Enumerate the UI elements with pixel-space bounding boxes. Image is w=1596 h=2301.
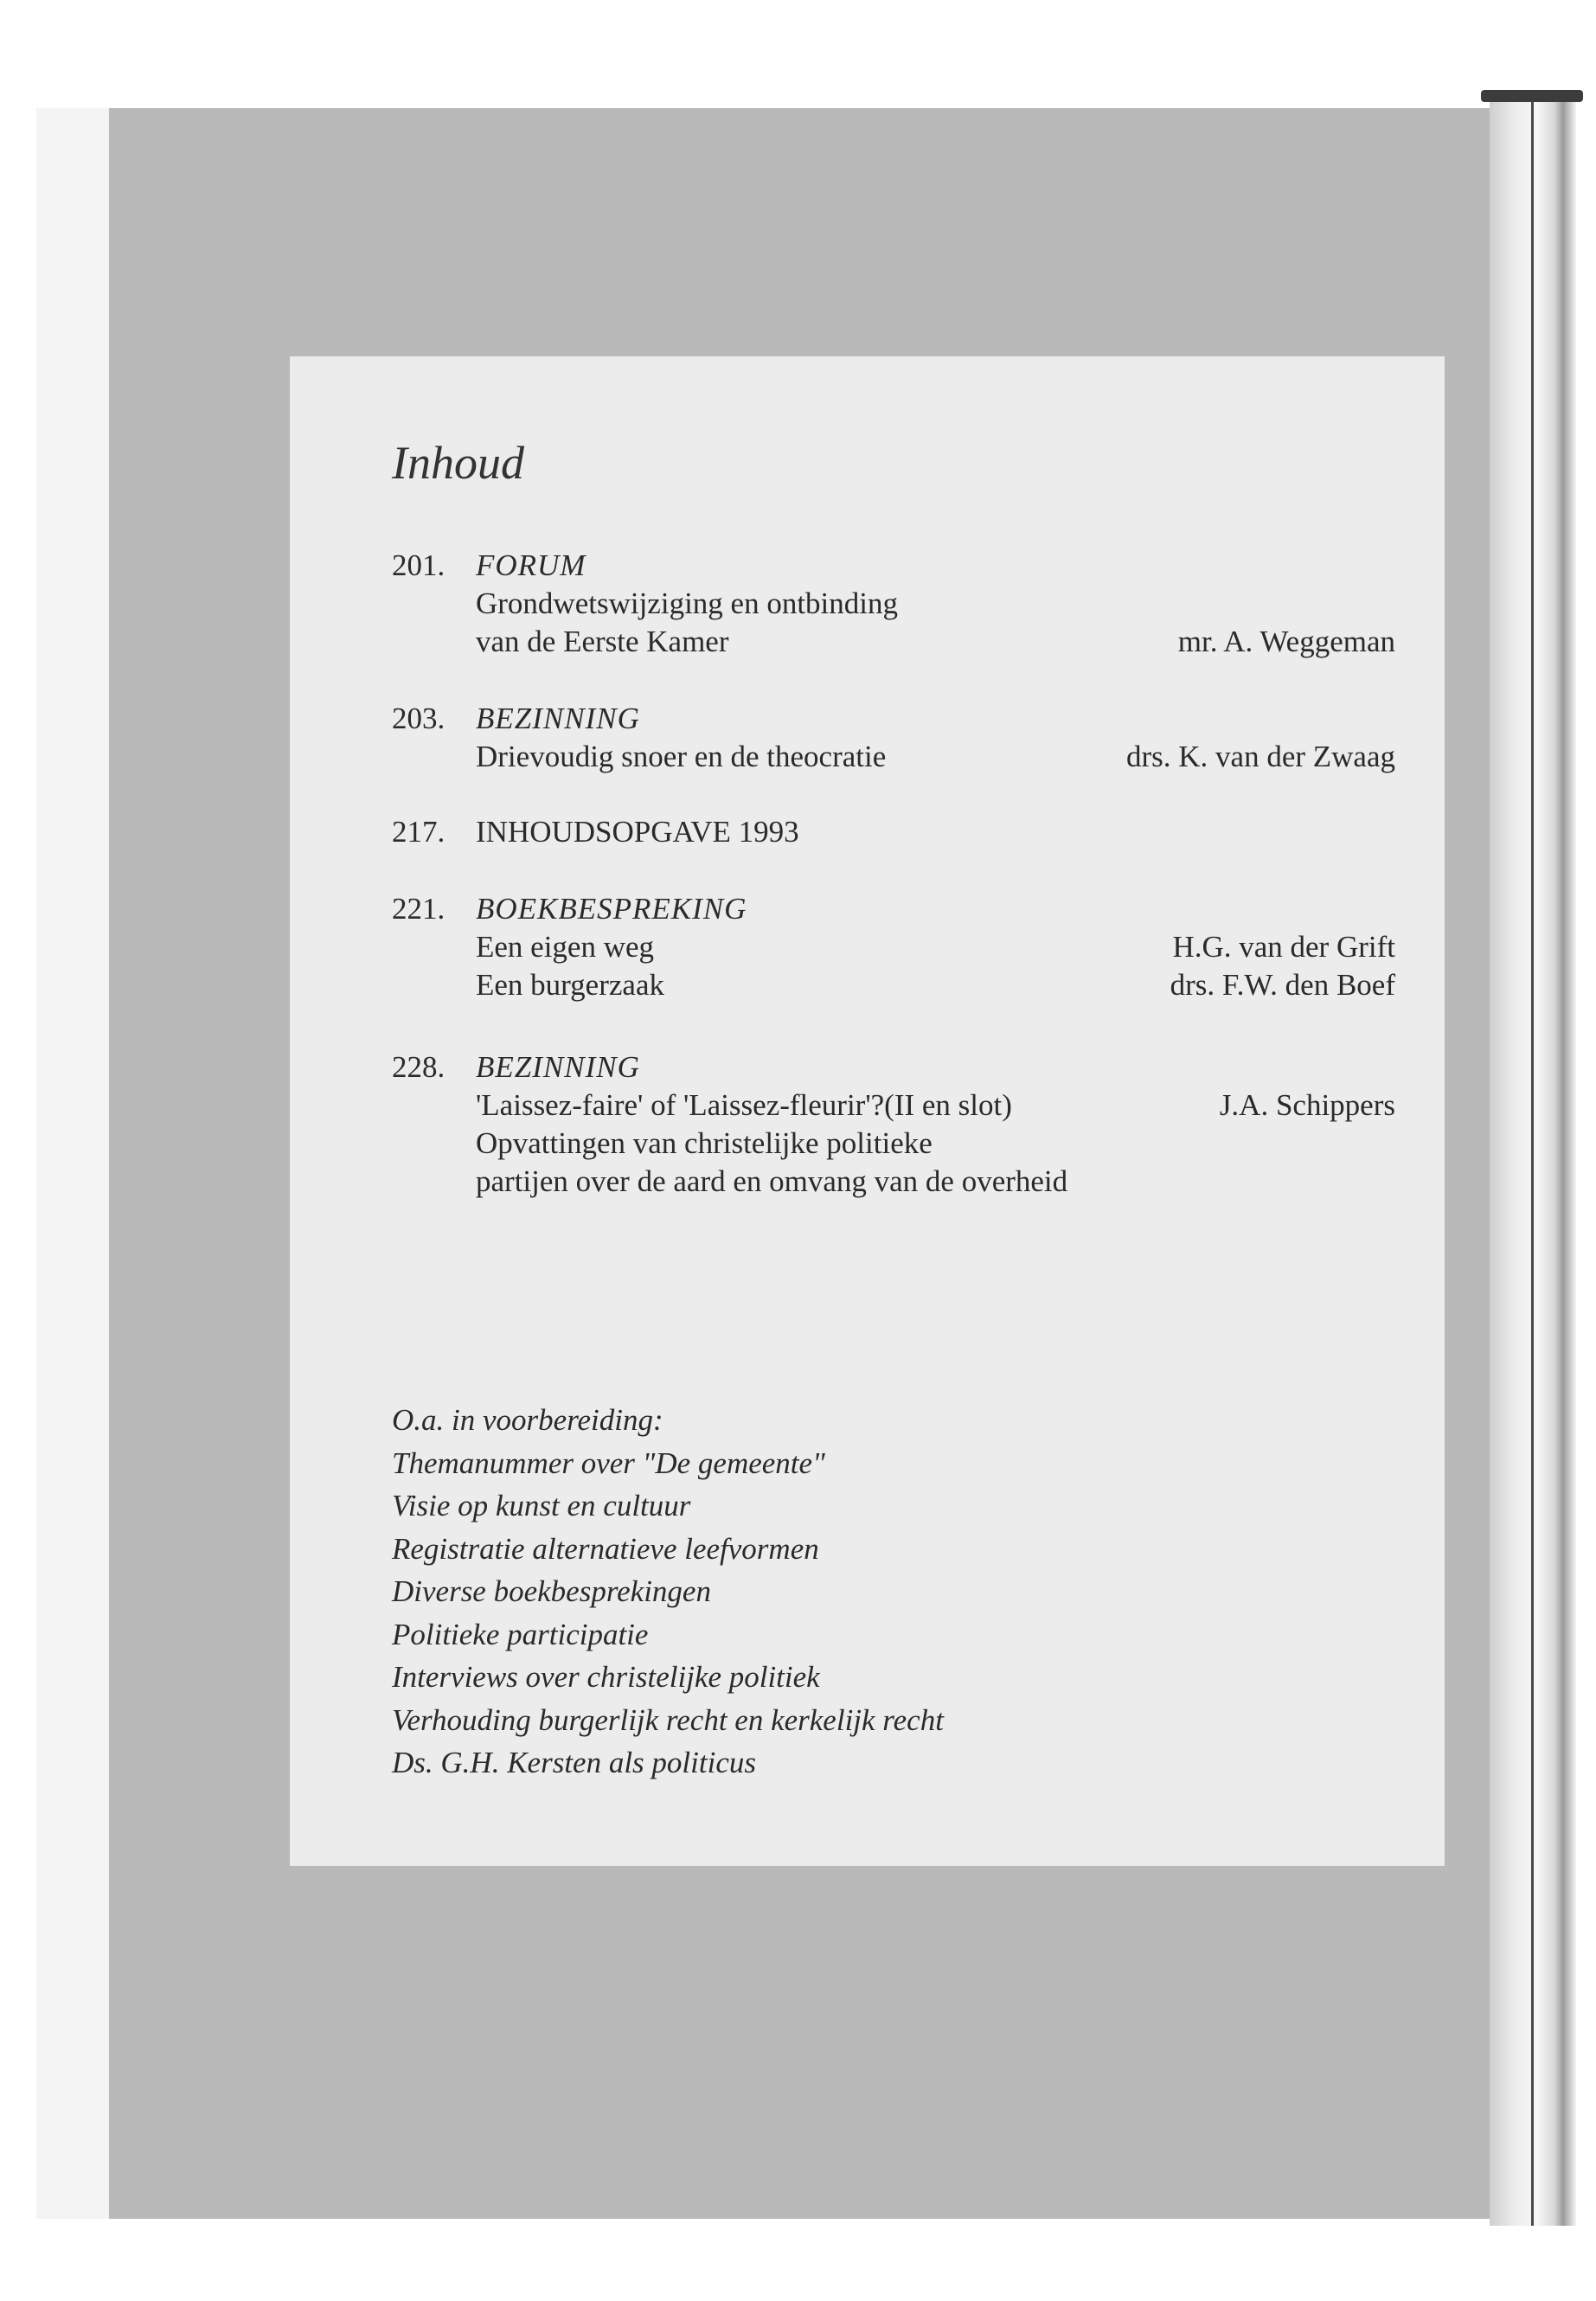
entry-number: 203. <box>392 702 445 735</box>
in-preparation-item: Themanummer over "De gemeente" <box>392 1445 825 1480</box>
contents-title: Inhoud <box>392 437 524 489</box>
entry-author: mr. A. Weggeman <box>1177 625 1395 658</box>
entry-section: INHOUDSOPGAVE 1993 <box>476 815 799 849</box>
entry-title: Opvattingen van christelijke politieke <box>476 1126 933 1160</box>
entry-title: partijen over de aard en omvang van de overheid <box>476 1164 1068 1198</box>
spine-top <box>1481 90 1583 102</box>
in-preparation-item: Politieke participatie <box>392 1617 649 1651</box>
entry-author: J.A. Schippers <box>1219 1088 1395 1122</box>
in-preparation-heading: O.a. in voorbereiding: <box>392 1403 663 1437</box>
entry-section: BEZINNING <box>476 702 640 735</box>
entry-author: drs. F.W. den Boef <box>1170 968 1395 1002</box>
entry-number: 228. <box>392 1050 445 1084</box>
entry-section: BOEKBESPREKING <box>476 892 747 926</box>
entry-title: 'Laissez-faire' of 'Laissez-fleurir'?(II en slot) <box>476 1088 1012 1122</box>
entry-author: drs. K. van der Zwaag <box>1125 740 1395 773</box>
entry-author: H.G. van der Grift <box>1172 930 1395 964</box>
in-preparation-item: Registratie alternatieve leefvormen <box>392 1531 819 1566</box>
in-preparation-item: Ds. G.H. Kersten als politicus <box>392 1746 756 1779</box>
in-preparation-list <box>392 1399 944 1785</box>
entry-title: Een eigen weg <box>476 930 655 964</box>
entry-title: van de Eerste Kamer <box>476 625 729 658</box>
entry-title: Grondwetswijziging en ontbinding <box>476 586 899 620</box>
in-preparation-item: Diverse boekbesprekingen <box>392 1574 711 1608</box>
in-preparation-item: Visie op kunst en cultuur <box>392 1489 691 1522</box>
entry-number: 201. <box>392 548 445 582</box>
entry-number: 221. <box>392 892 445 926</box>
in-preparation-item: Interviews over christelijke politiek <box>392 1660 820 1694</box>
contents-label <box>290 356 1445 1866</box>
entry-number: 217. <box>392 815 445 849</box>
spine-edge <box>1531 93 1534 2226</box>
entry-title: Een burgerzaak <box>476 968 664 1002</box>
entry-section: BEZINNING <box>476 1050 640 1084</box>
entry-title: Drievoudig snoer en de theocratie <box>476 740 887 773</box>
in-preparation-item: Verhouding burgerlijk recht en kerkelijk recht <box>392 1702 944 1737</box>
entry-section: FORUM <box>476 548 586 582</box>
